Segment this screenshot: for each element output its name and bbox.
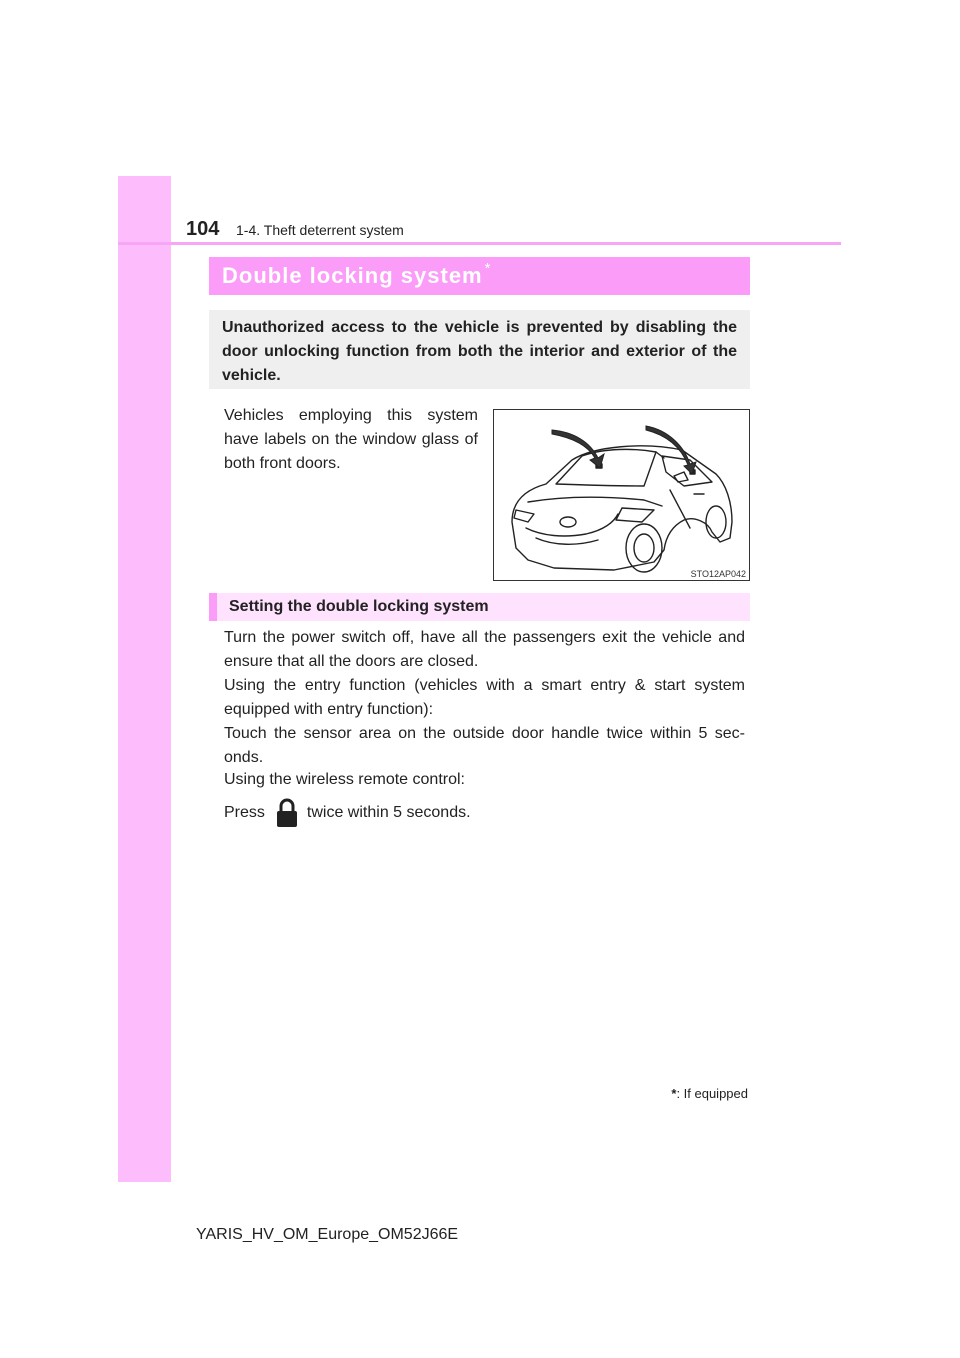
car-illustration — [493, 409, 750, 581]
section-title: Double locking system — [222, 263, 483, 288]
instruction-paragraph: Using the entry function (vehicles with a smart entry & start system equipped with entry function): — [224, 677, 745, 718]
instruction-paragraph: Touch the sensor area on the outside door handle twice within 5 sec-onds. — [224, 725, 745, 766]
press-text-before: Press — [224, 804, 265, 821]
footnote-mark: * — [671, 1086, 677, 1101]
lock-icon — [275, 797, 299, 829]
figure-code: STO12AP042 — [690, 569, 746, 579]
intro-box — [209, 310, 750, 389]
section-title-bar — [209, 257, 750, 295]
subsection-heading-bar — [209, 593, 750, 621]
document-code: YARIS_HV_OM_Europe_OM52J66E — [196, 1226, 459, 1243]
press-text-after: twice within 5 seconds. — [306, 804, 471, 821]
instruction-paragraph: Using the wireless remote control: — [224, 771, 465, 788]
instruction-paragraph: Turn the power switch off, have all the passengers exit the vehicle and ensure that all the doors are closed. — [224, 629, 745, 670]
side-band — [118, 176, 171, 1182]
car-icon — [494, 410, 749, 580]
page-number: 104 — [186, 218, 220, 240]
subsection-heading: Setting the double locking system — [229, 598, 489, 615]
footnote-text: : If equipped — [676, 1086, 748, 1101]
header-rule — [118, 242, 841, 245]
vehicle-label-text: Vehicles employing this system have labels on the window glass of both front doors. — [224, 407, 478, 472]
press-instruction — [224, 797, 471, 829]
section-reference: 1-4. Theft deterrent system — [236, 222, 404, 238]
footnote — [671, 1086, 748, 1101]
if-equipped-mark: * — [484, 259, 491, 277]
intro-text: Unauthorized access to the vehicle is prevented by disabling the door unlocking function from both the interior and exterior of the vehicle. — [222, 319, 737, 384]
